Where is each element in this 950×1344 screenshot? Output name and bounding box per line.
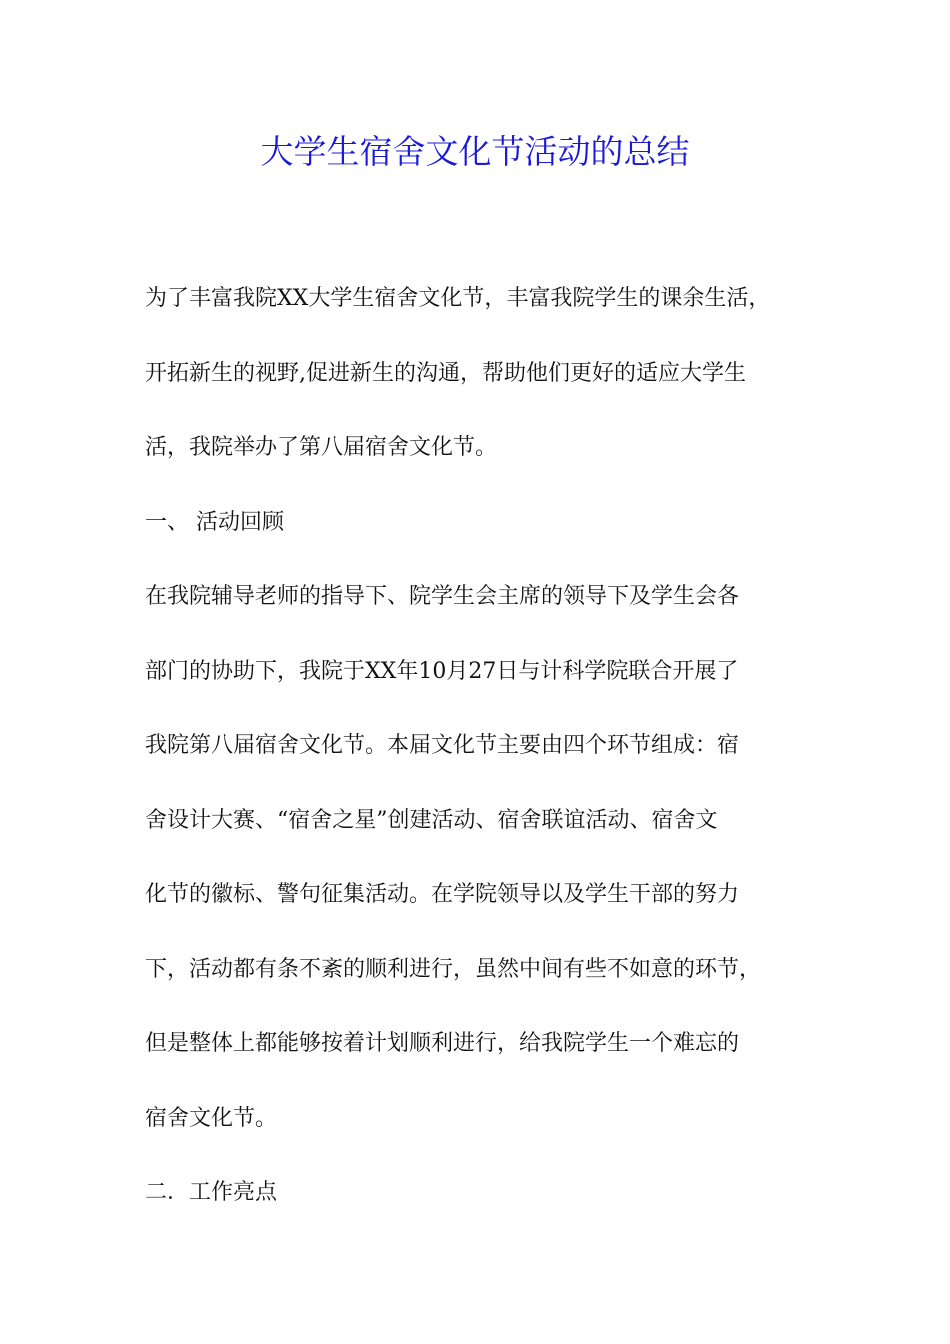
paragraph-2-line-8: 宿舍文化节。 (145, 1105, 278, 1131)
paragraph-2-line-6: 下，活动都有条不紊的顺利进行，虽然中间有些不如意的环节， (145, 956, 762, 982)
paragraph-2-line-4: 舍设计大赛、“宿舍之星”创建活动、宿舍联谊活动、宿舍文 (145, 807, 718, 833)
paragraph-2-line-3: 我院第八届宿舍文化节。本届文化节主要由四个环节组成：宿 (145, 733, 740, 758)
section-heading-2: 二．工作亮点 (145, 1180, 278, 1205)
paragraph-2-line-7: 但是整体上都能够按着计划顺利进行，给我院学生一个难忘的 (145, 1031, 740, 1056)
section-heading-1: 一、 活动回顾 (145, 509, 284, 535)
document-title: 大学生宿舍文化节活动的总结 (260, 132, 690, 171)
paragraph-1-line-1: 为了丰富我院XX大学生宿舍文化节，丰富我院学生的课余生活， (145, 286, 771, 311)
document-body (145, 262, 813, 1231)
paragraph-1-line-3: 活，我院举办了第八届宿舍文化节。 (145, 435, 498, 460)
paragraph-2-line-2: 部门的协助下，我院于XX年10月27日与计科学院联合开展了 (145, 658, 739, 684)
paragraph-2-line-5: 化节的徽标、警句征集活动。在学院领导以及学生干部的努力 (145, 882, 740, 907)
paragraph-1-line-2: 开拓新生的视野,促进新生的沟通，帮助他们更好的适应大学生 (145, 360, 746, 386)
paragraph-2-line-1: 在我院辅导老师的指导下、院学生会主席的领导下及学生会各 (145, 584, 740, 609)
